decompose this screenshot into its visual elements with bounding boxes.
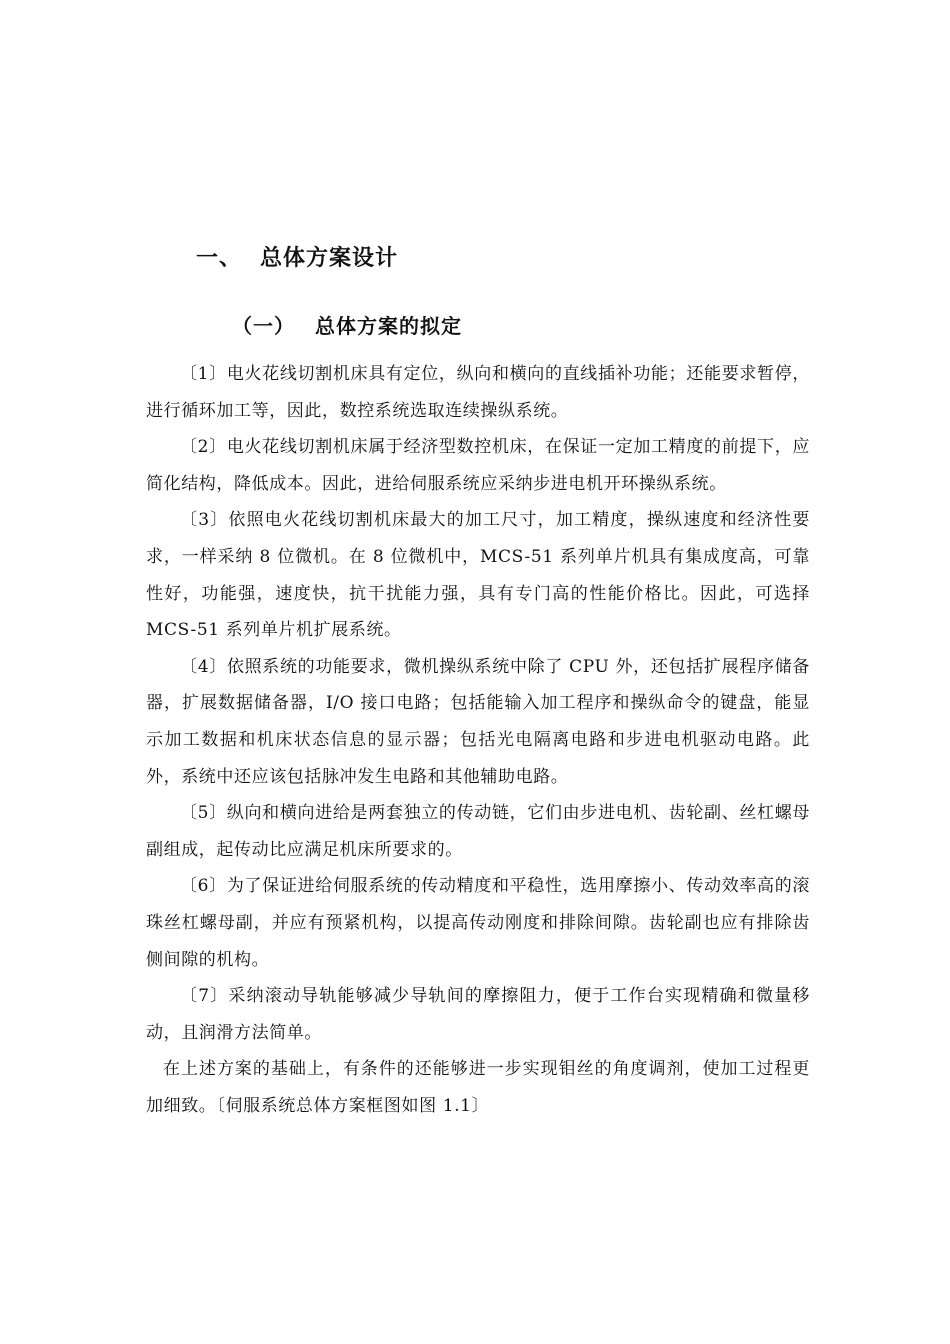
paragraph-7: 〔7〕采纳滚动导轨能够减少导轨间的摩擦阻力，便于工作台实现精确和微量移动，且润滑方法简单。	[146, 986, 810, 1043]
paragraph-6: 〔6〕为了保证进给伺服系统的传动精度和平稳性，选用摩擦小、传动效率高的滚珠丝杠螺母副，并应有预紧机构，以提高传动刚度和排除间隙。齿轮副也应有排除齿侧间隙的机构。	[146, 876, 810, 970]
paragraph-4: 〔4〕依照系统的功能要求，微机操纵系统中除了 CPU 外，还包括扩展程序储备器，扩展数据储备器，I/O 接口电路；包括能输入加工程序和操纵命令的键盘，能显示加工数据和机床状态信息的显示器；包括光电隔离电路和步进电机驱动电路。此外，系统中还应该包括脉冲发生电路和其他辅助电路。	[146, 656, 810, 787]
subsection-heading	[232, 310, 462, 339]
section-number: 一、	[196, 246, 243, 271]
body-text	[146, 356, 810, 1124]
subsection-title: 总体方案的拟定	[315, 314, 462, 338]
paragraph-3: 〔3〕依照电火花线切割机床最大的加工尺寸，加工精度，操纵速度和经济性要求，一样采纳 8 位微机。在 8 位微机中，MCS-51 系列单片机具有集成度高，可靠性好，功能强，速度快，抗干扰能力强，具有专门高的性能价格比。因此，可选择 MCS-51 系列单片机扩展系统。	[146, 510, 810, 641]
paragraph-5: 〔5〕纵向和横向进给是两套独立的传动链，它们由步进电机、齿轮副、丝杠螺母副组成，起传动比应满足机床所要求的。	[146, 803, 810, 860]
section-heading	[196, 241, 398, 272]
subsection-number: （一）	[232, 314, 295, 338]
section-title: 总体方案设计	[260, 246, 399, 271]
paragraph-2: 〔2〕电火花线切割机床属于经济型数控机床，在保证一定加工精度的前提下，应简化结构，降低成本。因此，进给伺服系统应采纳步进电机开环操纵系统。	[146, 437, 810, 494]
paragraph-summary: 在上述方案的基础上，有条件的还能够进一步实现钼丝的角度调剂，使加工过程更加细致。〔伺服系统总体方案框图如图 1.1〕	[146, 1059, 810, 1116]
paragraph-1: 〔1〕电火花线切割机床具有定位，纵向和横向的直线插补功能；还能要求暂停，进行循环加工等，因此，数控系统选取连续操纵系统。	[146, 364, 810, 421]
